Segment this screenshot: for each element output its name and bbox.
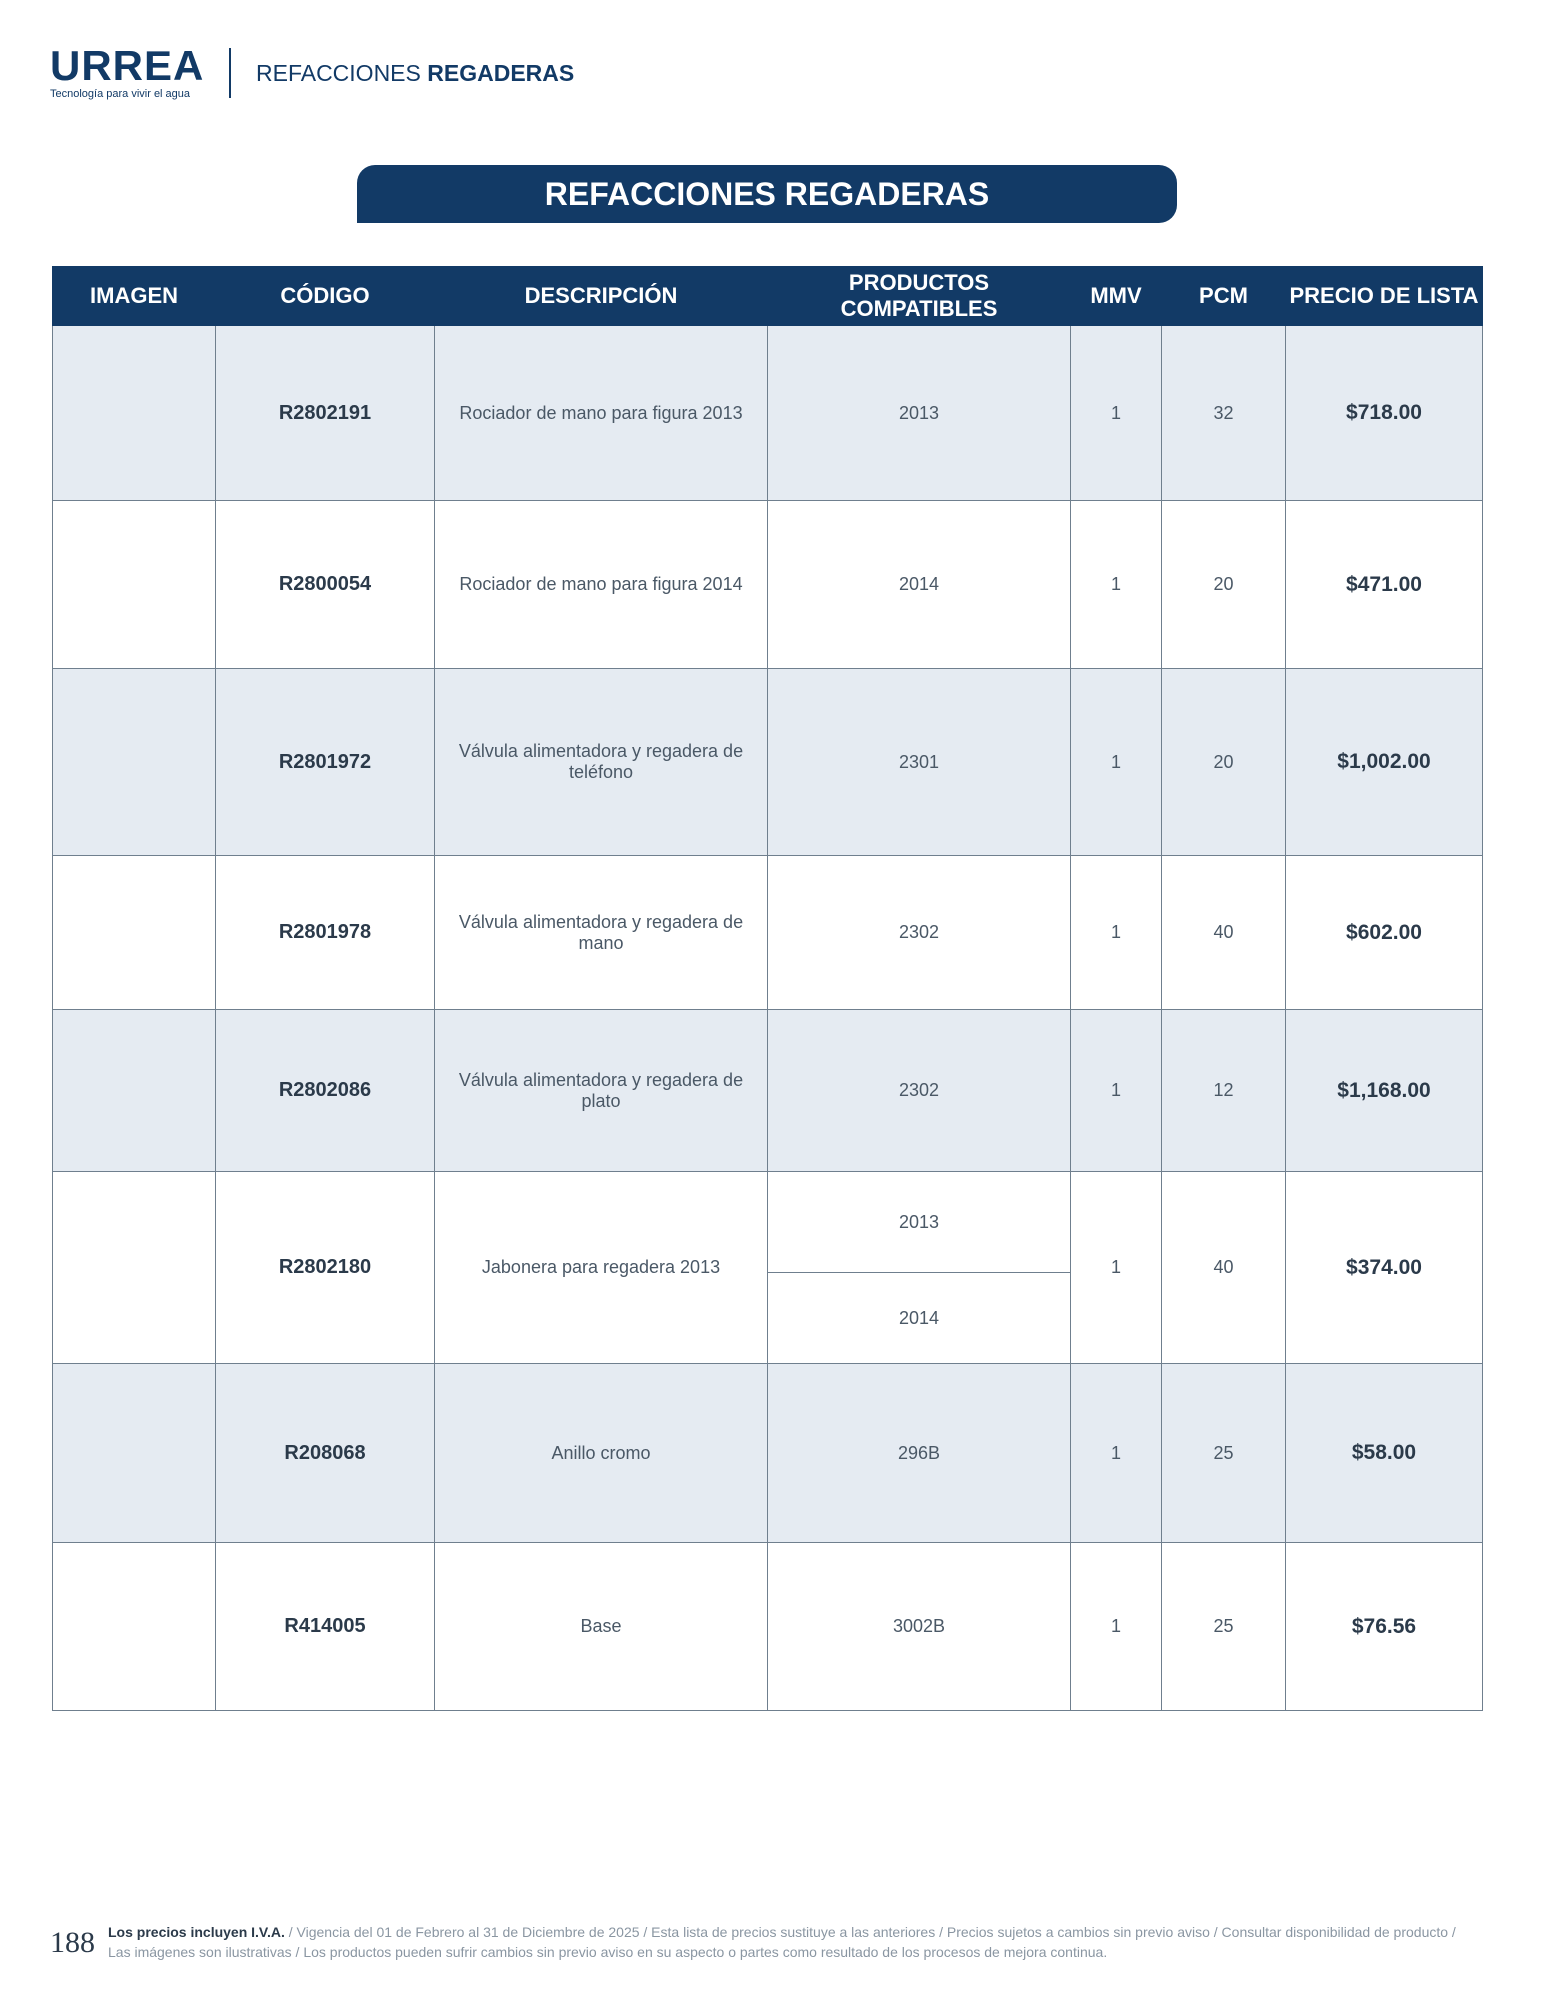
price-cell: $602.00 — [1286, 856, 1483, 1010]
footer-disclaimer — [108, 1922, 1458, 1962]
table-row — [53, 1364, 1483, 1543]
pcm-cell: 20 — [1162, 669, 1286, 856]
urrea-logo — [50, 44, 230, 100]
column-header-precio: PRECIO DE LISTA — [1286, 267, 1483, 326]
code-cell: R2802180 — [216, 1172, 435, 1364]
pcm-cell: 20 — [1162, 501, 1286, 669]
compatible-cell: 3002B — [768, 1543, 1071, 1711]
description-cell: Jabonera para regadera 2013 — [435, 1172, 768, 1364]
description-cell: Rociador de mano para figura 2014 — [435, 501, 768, 669]
pcm-cell: 12 — [1162, 1010, 1286, 1172]
table-row — [53, 669, 1483, 856]
compatible-cell: 2014 — [768, 1273, 1071, 1364]
column-header-codigo: CÓDIGO — [216, 267, 435, 326]
price-cell: $76.56 — [1286, 1543, 1483, 1711]
table-header-row — [53, 267, 1483, 326]
price-cell: $471.00 — [1286, 501, 1483, 669]
footer-disclaimer-text: / Vigencia del 01 de Febrero al 31 de Diciembre de 2025 / Esta lista de precios sustituye a las anteriores / Precios sujetos a cambios sin previo aviso / Consultar disponibilidad de producto / Las imágenes son ilustrativas / Los productos pueden sufrir cambios sin previo aviso en su aspecto o partes como resultado de los procesos de mejora continua. — [108, 1924, 1456, 1960]
header-section-bold: REGADERAS — [427, 60, 575, 86]
compatible-cell: 2013 — [768, 1172, 1071, 1273]
price-cell: $374.00 — [1286, 1172, 1483, 1364]
compatible-cell: 296B — [768, 1364, 1071, 1543]
page-number: 188 — [50, 1926, 95, 1959]
mmv-cell: 1 — [1071, 1543, 1162, 1711]
code-cell: R2802086 — [216, 1010, 435, 1172]
image-cell — [53, 1364, 216, 1543]
header-section-regular: REFACCIONES — [256, 60, 421, 86]
mmv-cell: 1 — [1071, 501, 1162, 669]
description-cell: Válvula alimentadora y regadera de teléfono — [435, 669, 768, 856]
compatible-cell: 2013 — [768, 326, 1071, 501]
column-header-compatibles: PRODUCTOS COMPATIBLES — [768, 267, 1071, 326]
price-cell: $1,168.00 — [1286, 1010, 1483, 1172]
description-cell: Anillo cromo — [435, 1364, 768, 1543]
compatible-cell: 2302 — [768, 1010, 1071, 1172]
code-cell: R2800054 — [216, 501, 435, 669]
mmv-cell: 1 — [1071, 856, 1162, 1010]
mmv-cell: 1 — [1071, 326, 1162, 501]
pcm-cell: 40 — [1162, 1172, 1286, 1364]
image-cell — [53, 326, 216, 501]
banner-title: REFACCIONES REGADERAS — [544, 175, 990, 212]
pcm-cell: 32 — [1162, 326, 1286, 501]
brand-tagline: Tecnología para vivir el agua — [50, 88, 191, 100]
pcm-cell: 40 — [1162, 856, 1286, 1010]
section-banner — [357, 165, 1177, 223]
pcm-cell: 25 — [1162, 1543, 1286, 1711]
mmv-cell: 1 — [1071, 1172, 1162, 1364]
description-cell: Válvula alimentadora y regadera de plato — [435, 1010, 768, 1172]
brand-name: URREA — [50, 42, 205, 89]
price-cell: $1,002.00 — [1286, 669, 1483, 856]
image-cell — [53, 501, 216, 669]
price-cell: $58.00 — [1286, 1364, 1483, 1543]
description-cell: Válvula alimentadora y regadera de mano — [435, 856, 768, 1010]
table-row — [53, 1543, 1483, 1711]
description-cell: Base — [435, 1543, 768, 1711]
column-header-pcm: PCM — [1162, 267, 1286, 326]
table-row — [53, 856, 1483, 1010]
image-cell — [53, 1543, 216, 1711]
header-section-title — [256, 60, 574, 87]
mmv-cell: 1 — [1071, 1010, 1162, 1172]
image-cell — [53, 669, 216, 856]
column-header-imagen: IMAGEN — [53, 267, 216, 326]
code-cell: R2802191 — [216, 326, 435, 501]
column-header-descripcion: DESCRIPCIÓN — [435, 267, 768, 326]
header-divider — [229, 48, 231, 98]
mmv-cell: 1 — [1071, 669, 1162, 856]
price-table — [52, 266, 1483, 1711]
code-cell: R2801978 — [216, 856, 435, 1010]
compatible-cell: 2302 — [768, 856, 1071, 1010]
table-row — [53, 501, 1483, 669]
table-row — [53, 1172, 1483, 1273]
footer-disclaimer-bold: Los precios incluyen I.V.A. — [108, 1924, 285, 1940]
column-header-mmv: MMV — [1071, 267, 1162, 326]
compatible-cell: 2301 — [768, 669, 1071, 856]
code-cell: R414005 — [216, 1543, 435, 1711]
compatible-cell: 2014 — [768, 501, 1071, 669]
image-cell — [53, 1172, 216, 1364]
mmv-cell: 1 — [1071, 1364, 1162, 1543]
code-cell: R208068 — [216, 1364, 435, 1543]
table-row — [53, 1010, 1483, 1172]
price-cell: $718.00 — [1286, 326, 1483, 501]
pcm-cell: 25 — [1162, 1364, 1286, 1543]
price-table-container — [52, 266, 1482, 1711]
image-cell — [53, 856, 216, 1010]
code-cell: R2801972 — [216, 669, 435, 856]
description-cell: Rociador de mano para figura 2013 — [435, 326, 768, 501]
image-cell — [53, 1010, 216, 1172]
table-row — [53, 326, 1483, 501]
